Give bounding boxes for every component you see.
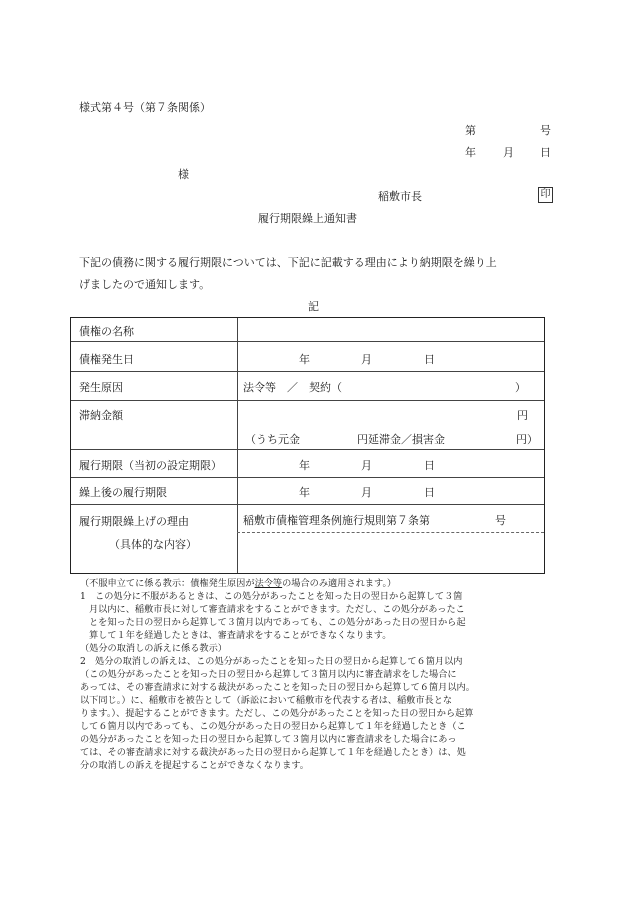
date-day: 日 <box>540 146 551 159</box>
form-id: 様式第４号（第７条関係） <box>79 101 211 114</box>
table-divider <box>237 318 238 573</box>
claim-date-day: 日 <box>424 353 435 366</box>
original-deadline-day: 日 <box>424 459 435 472</box>
arrears-yen: 円 <box>517 409 528 422</box>
seal: 印 <box>538 187 553 203</box>
claim-date-month: 月 <box>361 353 372 366</box>
doc-number-suffix: 号 <box>540 124 551 137</box>
note-line: 月以内に、稲敷市長に対して審査請求をすることができます。ただし、この処分があったこ <box>89 604 465 615</box>
cause-value: 法令等 ／ 契約（ <box>243 381 342 394</box>
addressee-suffix: 様 <box>178 168 189 181</box>
row-line <box>71 449 544 450</box>
note-line: とを知った日の翌日から起算して３箇月以内であっても、この処分があった日の翌日から起 <box>89 617 466 628</box>
new-deadline-label: 繰上後の履行期限 <box>79 486 167 499</box>
intro-line-1: 下記の債務に関する履行期限については、下記に記載する理由により納期限を繰り上 <box>79 256 497 269</box>
row-line <box>71 477 544 478</box>
row-line <box>71 341 544 342</box>
note-line: ては、その審査請求に対する裁決があった日の翌日から起算して１年を経過したとき）は、処 <box>80 747 466 758</box>
claim-name-label: 債権の名称 <box>79 325 134 338</box>
note-line: 分の取消しの訴えを提起することができなくなります。 <box>80 760 309 771</box>
new-deadline-month: 月 <box>361 486 372 499</box>
row-line <box>71 400 544 401</box>
claim-date-label: 債権発生日 <box>79 353 134 366</box>
arrears-label: 滞納金額 <box>79 409 123 422</box>
note-line: して６箇月以内であっても、この処分があった日の翌日から起算して１年を経過したとき（こ <box>80 721 466 732</box>
cause-label: 発生原因 <box>79 381 123 394</box>
document-title: 履行期限繰上通知書 <box>258 212 357 225</box>
note-line: （この処分があったことを知った日の翌日から起算して３箇月以内に審査請求をした場合に <box>80 669 457 680</box>
reason-value: 稲敷市債権管理条例施行規則第７条第 <box>243 514 430 527</box>
note-line: ります。）、提起することができます。ただし、この処分があったことを知った日の翌日から起算 <box>80 708 474 719</box>
row-line <box>71 504 544 505</box>
claim-date-year: 年 <box>299 353 310 366</box>
note-line: 算して１年を経過したときは、審査請求をすることができなくなります。 <box>89 630 392 641</box>
original-deadline-month: 月 <box>361 459 372 472</box>
arrears-close: 円） <box>516 433 538 446</box>
original-deadline-year: 年 <box>299 459 310 472</box>
row-line <box>71 371 544 372</box>
intro-line-2: げましたので通知します。 <box>79 278 211 291</box>
arrears-principal: （うち元金 <box>245 433 300 446</box>
note-line: あっては、その審査請求に対する裁決があったことを知った日の翌日から起算して６箇月以内。 <box>80 682 475 693</box>
new-deadline-year: 年 <box>299 486 310 499</box>
doc-number-prefix: 第 <box>465 124 476 137</box>
original-deadline-label: 履行期限（当初の設定期限） <box>79 459 222 472</box>
ki-heading: 記 <box>308 300 319 313</box>
arrears-penalty: 円延滞金／損害金 <box>357 433 445 446</box>
details-table <box>70 317 545 574</box>
issuer: 稲敷市長 <box>378 190 422 203</box>
date-month: 月 <box>503 146 514 159</box>
note-line: の処分があったことを知った日の翌日から起算して３箇月以内に審査請求をした場合にあっ <box>80 734 457 745</box>
note-line: 2 処分の取消しの訴えは、この処分があったことを知った日の翌日から起算して６箇月以内 <box>80 656 463 667</box>
reason-label: 履行期限繰上げの理由 <box>79 515 189 528</box>
note-lawsuit-heading: （処分の取消しの訴えに係る教示） <box>80 643 227 654</box>
reason-dashed-line <box>237 532 544 533</box>
note-appeal-heading: （不服申立てに係る教示：債権発生原因が法令等の場合のみ適用されます。） <box>80 578 397 589</box>
cause-close: ） <box>515 381 526 394</box>
date-year: 年 <box>465 146 476 159</box>
reason-label-sub: （具体的な内容） <box>109 538 197 551</box>
new-deadline-day: 日 <box>424 486 435 499</box>
reason-suffix: 号 <box>495 514 506 527</box>
note-line: 1 この処分に不服があるときは、この処分があったことを知った日の翌日から起算して３箇 <box>80 591 463 602</box>
note-line: 以下同じ。）に、稲敷市を被告として（訴訟において稲敷市を代表する者は、稲敷市長とな <box>80 695 453 706</box>
